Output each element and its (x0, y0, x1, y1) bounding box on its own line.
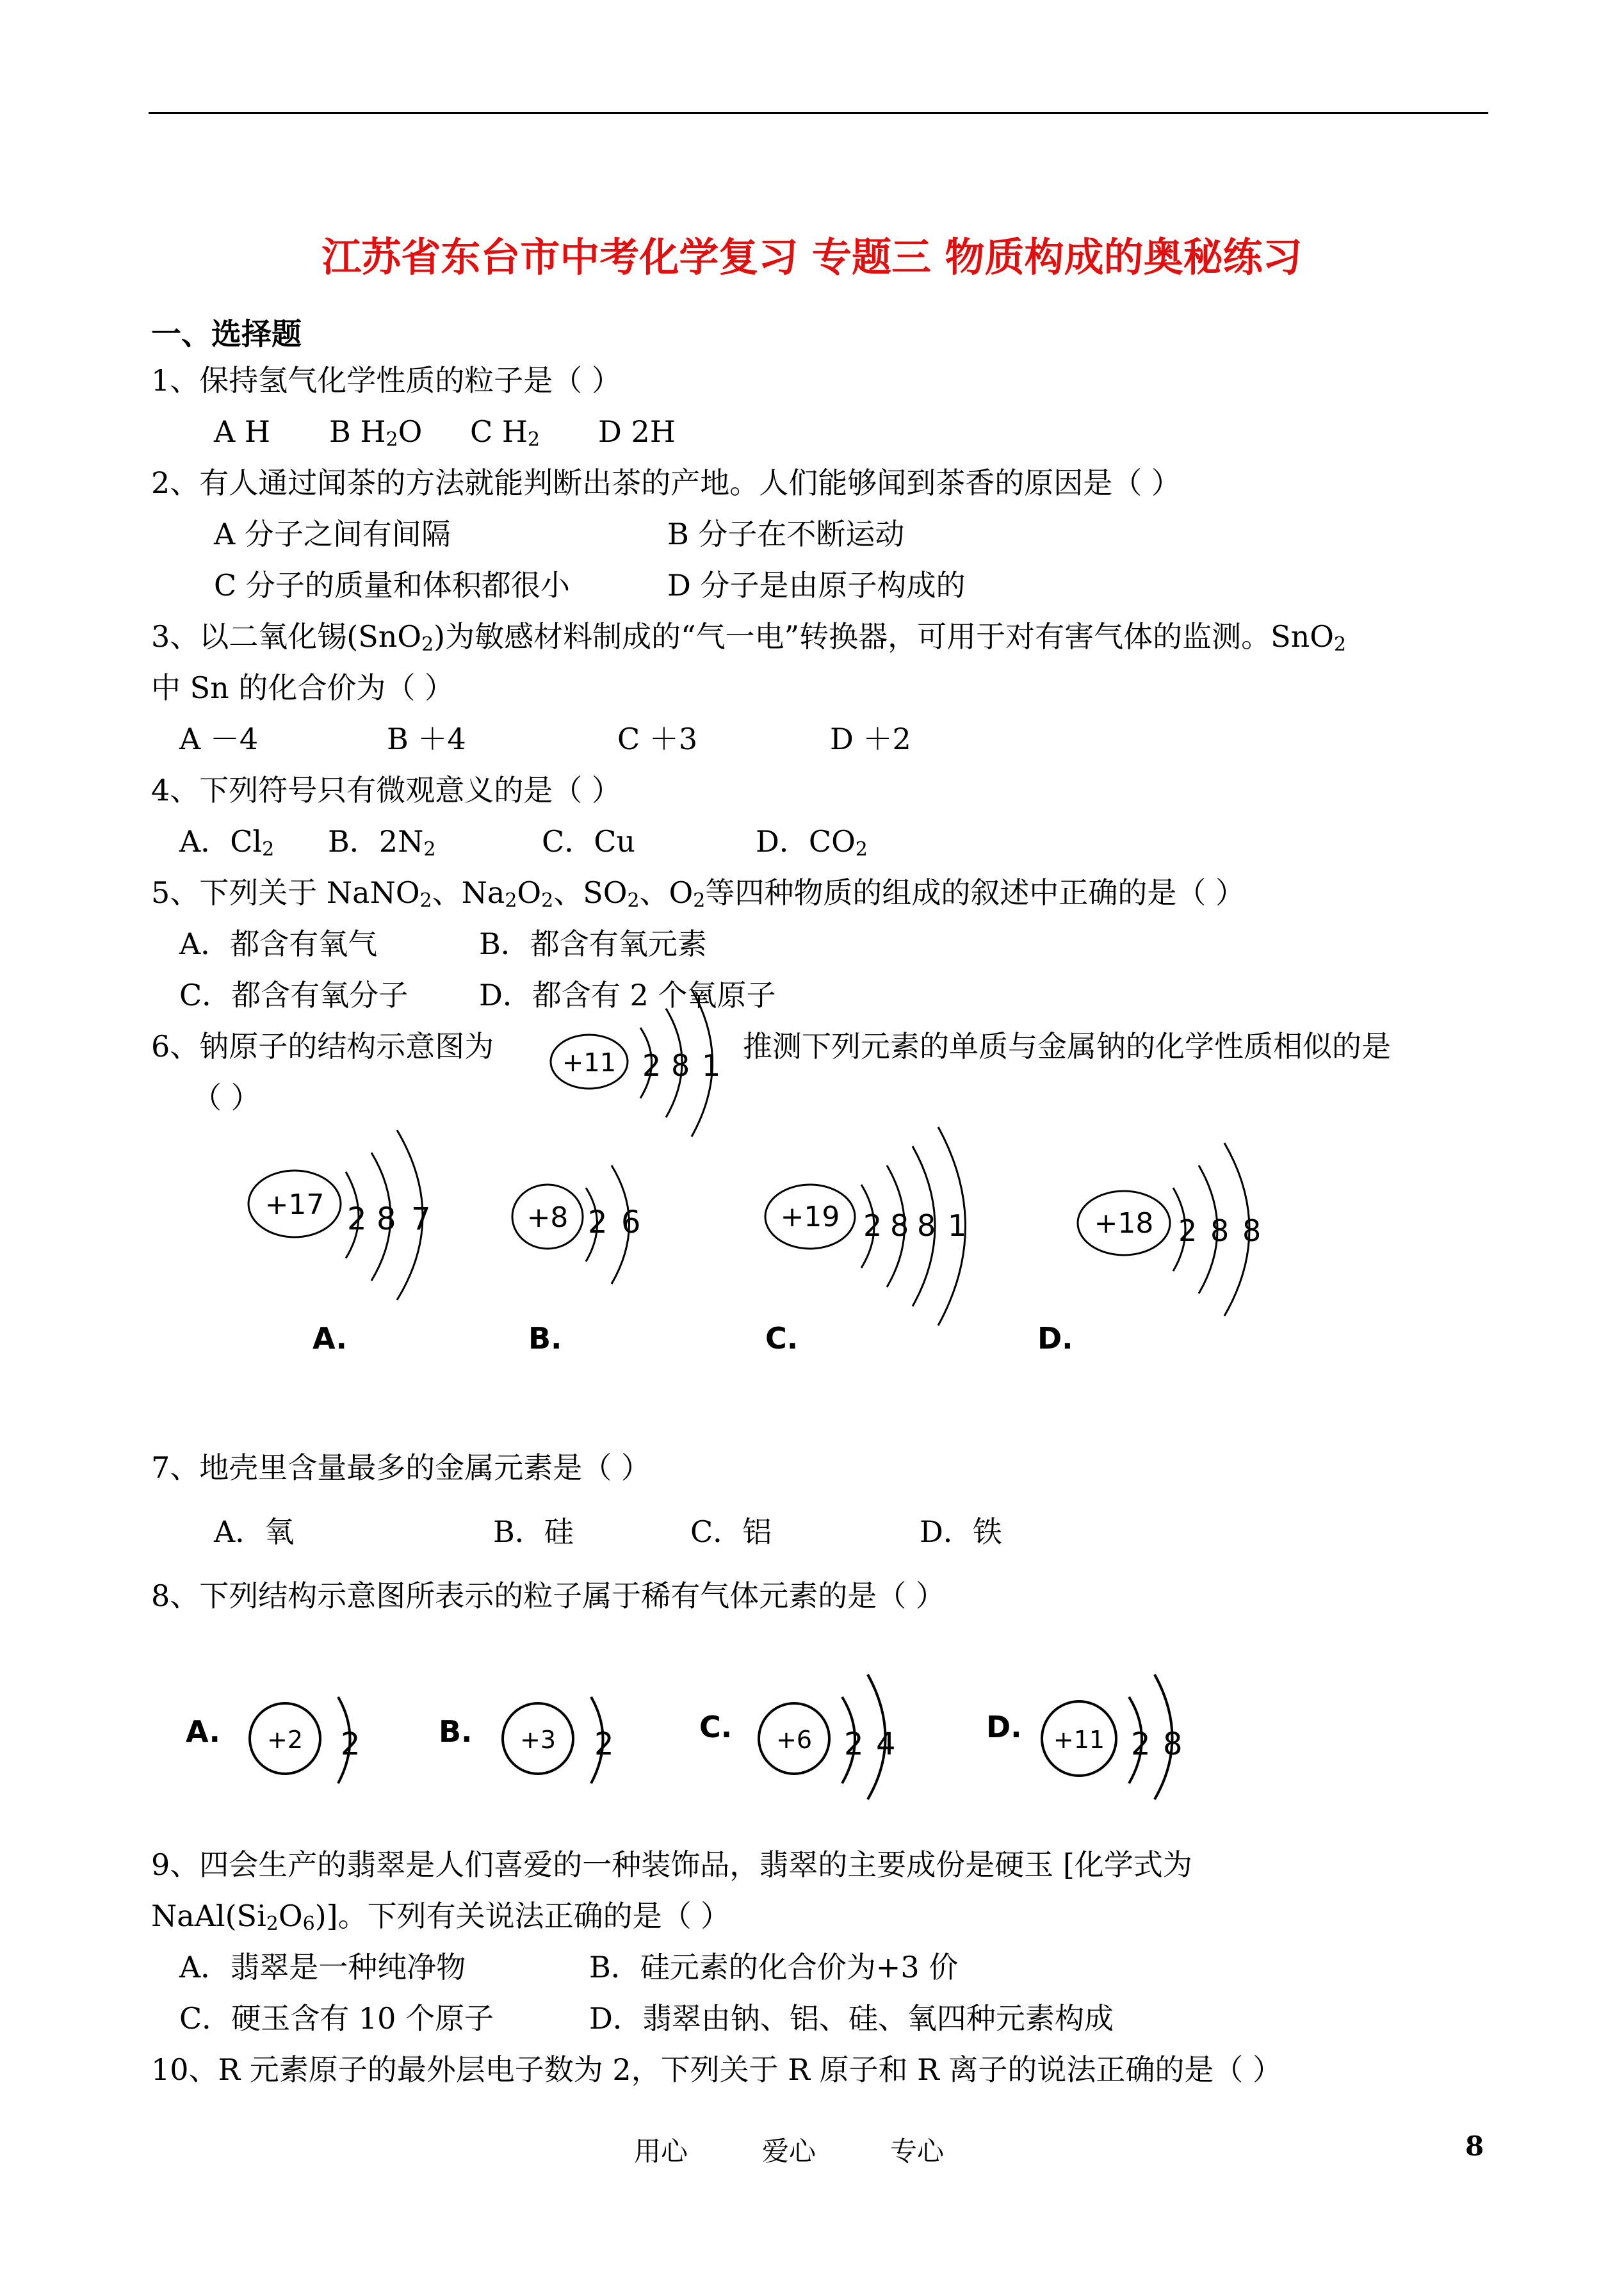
question-5-option-c: C．都含有氧分子 (179, 978, 409, 1012)
svg-text:A.: A. (186, 1714, 220, 1749)
svg-text:6: 6 (621, 1204, 641, 1240)
svg-text:+6: +6 (775, 1726, 813, 1754)
question-7-option-d: D．铁 (920, 1514, 1002, 1549)
svg-text:B.: B. (439, 1714, 473, 1749)
svg-text:2: 2 (347, 1201, 367, 1237)
question-9-line-1: 9、四会生产的翡翠是人们喜爱的一种装饰品，翡翠的主要成份是硬玉 [化学式为 (151, 1847, 1192, 1882)
question-9-line-2: $NaAl(Si_2O_6)$]。下列有关说法正确的是（ ） (151, 1899, 731, 1935)
svg-text:+8: +8 (526, 1201, 569, 1234)
question-3-option-d: D ＋2 (830, 722, 911, 756)
q8-option-a-diagram (179, 1678, 384, 1793)
svg-text:+2: +2 (266, 1726, 304, 1754)
question-3-line-1: 3、以二氧化锡(SnO$_2$)为敏感材料制成的“气一电”转换器，可用于对有害气体的监测。SnO$_2$ (151, 619, 1347, 656)
svg-text:2: 2 (863, 1208, 882, 1243)
question-7-option-a: A．氧 (214, 1514, 295, 1549)
svg-text:8: 8 (890, 1208, 909, 1243)
svg-text:1: 1 (948, 1208, 967, 1243)
question-9-option-c: C．硬玉含有 10 个原子 (179, 2001, 494, 2036)
sodium-atom-diagram (538, 986, 743, 1140)
question-8-stem: 8、下列结构示意图所表示的粒子属于稀有气体元素的是（ ） (151, 1578, 945, 1613)
question-2-stem: 2、有人通过闻茶的方法就能判断出茶的产地。人们能够闻到茶香的原因是（ ） (151, 466, 1181, 500)
question-5-option-a: A．都含有氧气 (179, 927, 378, 961)
question-6-stem: 6、钠原子的结构示意图为 (151, 1029, 494, 1064)
svg-text:B.: B. (528, 1321, 562, 1356)
question-6-stem-cont: 推测下列元素的单质与金属钠的化学性质相似的是 (743, 1029, 1391, 1064)
question-6-blank: （ ） (192, 1080, 261, 1115)
svg-text:8: 8 (1163, 1726, 1183, 1762)
question-4-option-d: D．$CO_2$ (756, 824, 868, 861)
svg-text:D.: D. (986, 1710, 1022, 1744)
svg-text:+3: +3 (519, 1726, 556, 1754)
question-5-option-b: B．都含有氧元素 (479, 927, 707, 961)
q8-option-b-diagram (435, 1678, 640, 1793)
footer-item-1: 用心 (634, 2136, 688, 2167)
page-number: 8 (1465, 2130, 1484, 2162)
svg-text:A.: A. (313, 1321, 347, 1356)
question-1-option-d: D 2H (598, 414, 676, 449)
svg-text:1: 1 (702, 1048, 721, 1083)
svg-text:7: 7 (411, 1201, 431, 1237)
svg-text:+11: +11 (1053, 1726, 1105, 1754)
q6-option-d-diagram (1025, 1127, 1281, 1364)
question-3-option-a: A －4 (179, 722, 259, 756)
question-4-option-b: B．$2N_2$ (328, 824, 436, 861)
question-7-option-c: C．铝 (690, 1514, 772, 1549)
svg-text:+18: +18 (1094, 1207, 1154, 1240)
footer-item-3: 专心 (890, 2136, 945, 2167)
svg-text:2: 2 (844, 1726, 864, 1762)
question-9-option-d: D．翡翠由钠、铝、硅、氧四种元素构成 (589, 2001, 1114, 2036)
question-2-option-b: B 分子在不断运动 (667, 517, 905, 551)
q6-option-b-diagram (499, 1140, 679, 1364)
question-4-stem: 4、下列符号只有微观意义的是（ ） (151, 773, 621, 807)
question-3-option-c: C ＋3 (617, 722, 698, 756)
svg-text:+19: +19 (780, 1201, 840, 1233)
q6-option-a-diagram (237, 1127, 455, 1364)
question-7-stem: 7、地壳里含量最多的金属元素是（ ） (151, 1450, 651, 1485)
section-heading: 一、选择题 (151, 317, 302, 352)
question-2-option-d: D 分子是由原子构成的 (667, 568, 966, 603)
q8-option-c-diagram (692, 1665, 922, 1806)
svg-text:8: 8 (377, 1201, 396, 1237)
svg-text:2: 2 (588, 1204, 608, 1240)
svg-text:4: 4 (876, 1726, 896, 1762)
svg-text:8: 8 (1242, 1213, 1262, 1248)
q8-option-d-diagram (973, 1665, 1217, 1806)
svg-text:+17: +17 (264, 1188, 325, 1221)
footer-item-2: 爱心 (762, 2136, 816, 2167)
svg-text:8: 8 (1210, 1213, 1230, 1248)
question-5-option-d: D．都含有 2 个氧原子 (479, 978, 776, 1012)
question-9-option-b: B．硅元素的化合价为+3 价 (589, 1950, 959, 1984)
question-4-option-a: A．$Cl_2$ (179, 824, 275, 861)
svg-text:2: 2 (1178, 1213, 1198, 1248)
question-1-option-c: C $H_2$ (470, 414, 540, 451)
question-10-stem: 10、R 元素原子的最外层电子数为 2，下列关于 R 原子和 R 离子的说法正确的是（ ） (151, 2052, 1283, 2087)
question-7-option-b: B．硅 (493, 1514, 574, 1549)
svg-text:+11: +11 (562, 1048, 617, 1078)
question-1-option-b: B $H_2O$ (329, 414, 423, 451)
svg-text:2: 2 (642, 1048, 662, 1083)
question-3-option-b: B ＋4 (387, 722, 466, 756)
page-title: 江苏省东台市中考化学复习 专题三 物质构成的奥秘练习 (321, 234, 1303, 280)
question-2-option-a: A 分子之间有间隔 (214, 517, 451, 551)
svg-text:2: 2 (341, 1726, 361, 1762)
question-9-option-a: A．翡翠是一种纯净物 (179, 1950, 466, 1984)
svg-text:C.: C. (765, 1321, 799, 1356)
svg-text:8: 8 (917, 1208, 936, 1243)
question-1-stem: 1、保持氢气化学性质的粒子是（ ） (151, 363, 621, 398)
question-2-option-c: C 分子的质量和体积都很小 (214, 568, 570, 603)
question-1-option-a: A H (214, 414, 270, 449)
q6-option-c-diagram (756, 1121, 999, 1364)
svg-text:2: 2 (1131, 1726, 1151, 1762)
svg-text:8: 8 (671, 1048, 690, 1083)
svg-text:C.: C. (699, 1710, 733, 1744)
question-3-line-2: 中 Sn 的化合价为（ ） (151, 670, 455, 705)
svg-text:D.: D. (1037, 1321, 1073, 1356)
question-4-option-c: C．Cu (542, 824, 636, 859)
svg-text:2: 2 (594, 1726, 614, 1762)
header-rule (149, 112, 1488, 114)
question-5-stem: 5、下列关于 NaNO$_2$、$Na_2O_2$、$SO_2$、$O_2$等四种物质的组成的叙述中正确的是（ ） (151, 875, 1245, 912)
